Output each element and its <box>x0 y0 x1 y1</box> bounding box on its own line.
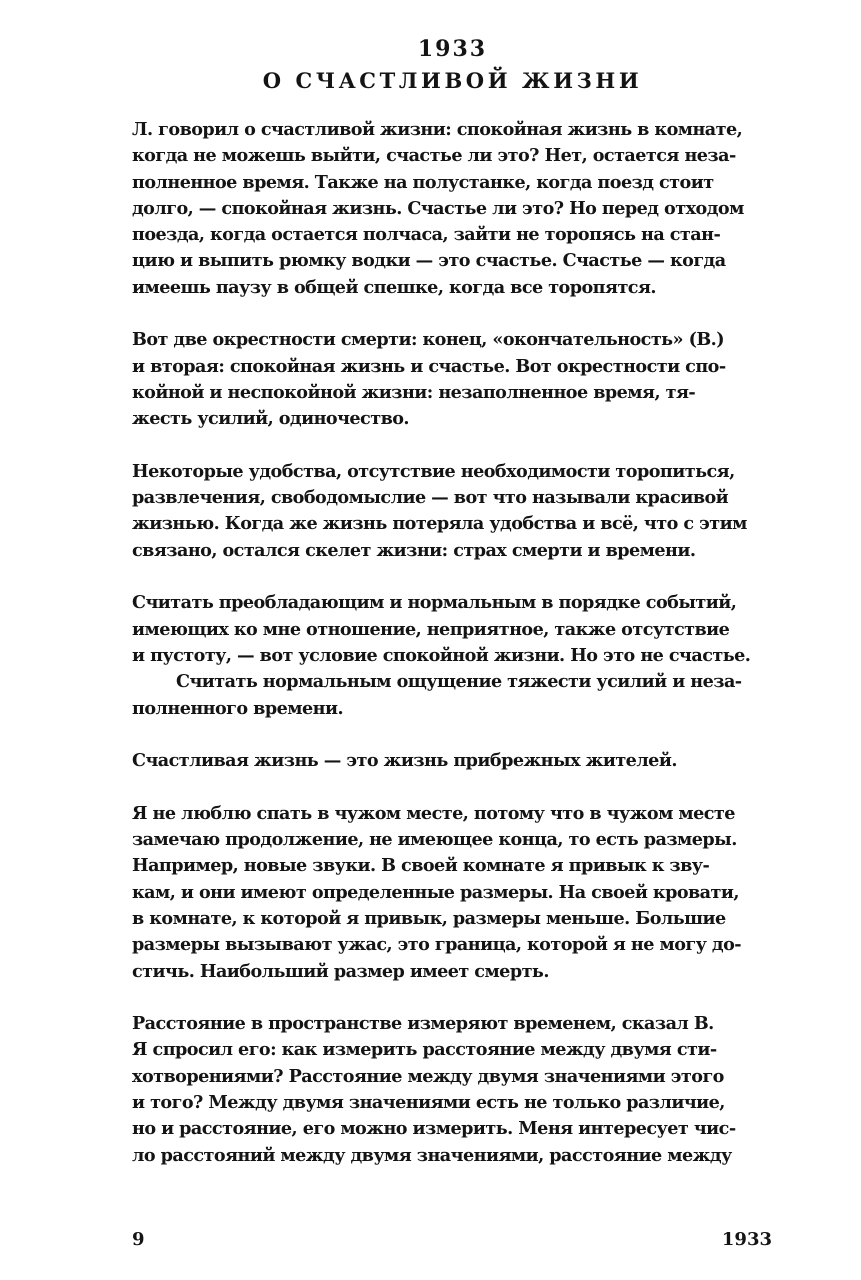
text-line: имеющих ко мне отношение, неприятное, также отсутствие <box>132 618 730 640</box>
paragraph-1 <box>132 117 782 301</box>
text-line: ло расстояний между двумя значениями, расстояние между <box>132 1144 732 1166</box>
paragraph-4 <box>132 590 782 669</box>
text-line: когда не можешь выйти, счастье ли это? Нет, остается неза- <box>132 145 736 167</box>
paragraph-5 <box>132 669 782 722</box>
text-line: цию и выпить рюмку водки — это счастье. Счастье — когда <box>132 250 726 272</box>
paragraph-8 <box>132 1011 782 1169</box>
chapter-title: О СЧАСТЛИВОЙ ЖИЗНИ <box>262 68 643 93</box>
text-line: имеешь паузу в общей спешке, когда все торопятся. <box>132 276 656 298</box>
text-line: Например, новые звуки. В своей комнате я привык к зву- <box>132 855 710 877</box>
text-line: и вторая: спокойная жизнь и счастье. Вот окрестности спо- <box>132 355 726 377</box>
text-line: хотворениями? Расстояние между двумя значениями этого <box>132 1065 724 1087</box>
text-line: и того? Между двумя значениями есть не только различие, <box>132 1091 725 1113</box>
text-line: койной и неспокойной жизни: незаполненное время, тя- <box>132 381 696 403</box>
paragraph-3 <box>132 459 782 564</box>
text-line: Я спросил его: как измерить расстояние между двумя сти- <box>132 1039 717 1061</box>
text-line: стичь. Наибольший размер имеет смерть. <box>132 960 549 982</box>
paragraph-6 <box>132 748 782 774</box>
paragraph-2 <box>132 327 782 432</box>
text-line: Некоторые удобства, отсутствие необходимости торопиться, <box>132 460 735 482</box>
text-line: Расстояние в пространстве измеряют временем, сказал В. <box>132 1013 714 1035</box>
text-line: Считать преобладающим и нормальным в порядке событий, <box>132 592 737 614</box>
text-line: связано, остался скелет жизни: страх смерти и времени. <box>132 539 696 561</box>
page-number: 9 <box>132 1229 145 1250</box>
text-line: Я не люблю спать в чужом месте, потому что в чужом месте <box>132 802 735 824</box>
text-line: полненного времени. <box>132 697 344 719</box>
running-footer-year: 1933 <box>721 1229 772 1250</box>
chapter-year: 1933 <box>417 36 488 62</box>
text-line: жесть усилий, одиночество. <box>132 408 410 430</box>
text-line: размеры вызывают ужас, это граница, которой я не могу до- <box>132 934 742 956</box>
text-line: развлечения, свободомыслие — вот что называли красивой <box>132 487 729 509</box>
text-line: долго, — спокойная жизнь. Счастье ли это? Но перед отходом <box>132 197 744 219</box>
text-line: в комнате, к которой я привык, размеры меньше. Большие <box>132 907 726 929</box>
text-line: поезда, когда остается полчаса, зайти не торопясь на стан- <box>132 224 721 246</box>
text-line: но и расстояние, его можно измерить. Меня интересует чис- <box>132 1118 736 1140</box>
page-footer <box>132 1229 772 1255</box>
paragraph-7 <box>132 801 782 985</box>
text-line: Л. говорил о счастливой жизни: спокойная жизнь в комнате, <box>132 119 743 140</box>
text-line: Считать нормальным ощущение тяжести усилий и неза- <box>176 671 742 693</box>
text-line: полненное время. Также на полустанке, когда поезд стоит <box>132 171 714 193</box>
text-line: и пустоту, — вот условие спокойной жизни. Но это не счастье. <box>132 644 751 666</box>
text-line: Вот две окрестности смерти: конец, «окончательность» (В.) <box>132 329 725 351</box>
text-line: замечаю продолжение, не имеющее конца, то есть размеры. <box>132 829 737 851</box>
chapter-header <box>0 34 861 98</box>
text-line: Счастливая жизнь — это жизнь прибрежных жителей. <box>132 750 677 772</box>
text-line: кам, и они имеют определенные размеры. На своей кровати, <box>132 881 739 903</box>
text-line: жизнью. Когда же жизнь потеряла удобства и всё, что с этим <box>132 513 747 535</box>
page-body <box>132 117 782 1169</box>
